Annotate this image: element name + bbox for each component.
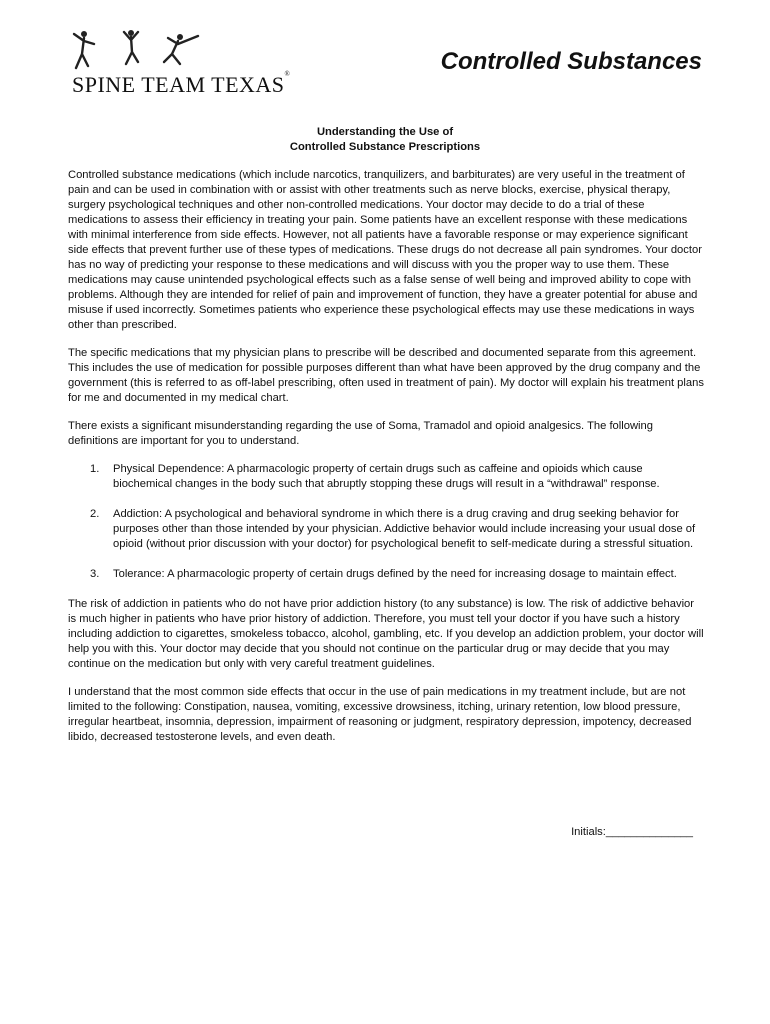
spine-team-texas-logo [68, 28, 291, 100]
paragraph-side-effects: I understand that the most common side effects that occur in the use of pain medications in my treatment include, but are not limited to the following: Constipation, nausea, vomiting, excessive drowsiness, itching, urinary retention, low blood pressure, irregular heartbeat, insomnia, depression, impairment of reasoning or judgment, respiratory depression, impotency, decreased libido, decreased testosterone levels, and even death. [68, 686, 692, 743]
document-title: Controlled Substances [440, 48, 702, 75]
definition-number: 1. [90, 463, 100, 475]
heading-line-2: Controlled Substance Prescriptions [289, 141, 481, 153]
paragraph-misunderstanding: There exists a significant misunderstanding regarding the use of Soma, Tramadol and opioid analgesics. The following definitions are important for you to understand. [68, 420, 653, 447]
section-heading [0, 125, 770, 155]
logo-text: SPINE TEAM TEXAS [72, 72, 285, 97]
paragraph-intro: Controlled substance medications (which include narcotics, tranquilizers, and barbiturates) are very useful in the treatment of pain and can be used in combination with or assist with other treatments such as nerve blocks, exercise, physical therapy, surgery psychological techniques and other non-controlled medications. Your doctor may decide to do a trial of these medications to assess their efficiency in treating your pain. Some patients have an excellent response with these medications with minimal interference from side effects. However, not all patients have a favorable response or may experience significant side effects that prevent further use of these types of medications. These drugs do not decrease all pain syndromes. Your doctor has no way of predicting your response to these medications and will discuss with you the proper way to use them. These medications may cause unintended psychological effects such as a false sense of well being and improved ability to cope with problems. Although they are intended for relief of pain and improvement of function, they have a greater potential for abuse and misuse if used incorrectly. Sometimes patients who experience these psychological effects may use these medications in ways other than prescribed. [68, 169, 702, 331]
paragraph-specific-medications: The specific medications that my physician plans to prescribe will be described and documented separate from this agreement. This includes the use of medication for possible purposes different than what have been approved by the drug company and the government (this is referred to as off-label prescribing, often used in treatment of pain). My doctor will explain his treatment plans for me and documented in my medical chart. [68, 347, 704, 404]
definition-text: Physical Dependence: A pharmacologic property of certain drugs such as caffeine and opioids which cause biochemical changes in the body such that abruptly stopping these drugs will result in a “withdrawal” response. [113, 463, 660, 490]
logo-wordmark [72, 72, 290, 98]
initials-field[interactable]: Initials:______________ [571, 826, 693, 838]
definition-item [68, 462, 704, 492]
definition-number: 3. [90, 568, 100, 580]
definition-text: Addiction: A psychological and behavioral syndrome in which there is a drug craving and drug seeking behavior for purposes other than those intended by your physician. Addictive behavior would include increasing your usual dose of opioid (without prior discussion with your doctor) for psychological benefit to self-medicate during a stressful situation. [113, 508, 696, 550]
registered-mark: ® [284, 70, 291, 78]
definition-text: Tolerance: A pharmacologic property of certain drugs defined by the need for increasing dosage to maintain effect. [113, 568, 677, 580]
definition-number: 2. [90, 508, 100, 520]
paragraph-addiction-risk: The risk of addiction in patients who do not have prior addiction history (to any substance) is low. The risk of addictive behavior is much higher in patients who have prior history of addiction. Therefore, you must tell your doctor if you have such a history including addiction to cigarettes, smokeless tobacco, alcohol, gambling, etc. If you develop an addiction problem, your doctor will help you with this. Your doctor may decide that you should not continue on the particular drug or may decide that you may continue on the medication but only with very careful treatment guidelines. [68, 598, 704, 670]
definitions-list [68, 462, 704, 582]
heading-line-1: Understanding the Use of [316, 126, 454, 138]
definition-item [68, 567, 704, 582]
document-body [68, 168, 704, 758]
definition-item [68, 507, 704, 552]
